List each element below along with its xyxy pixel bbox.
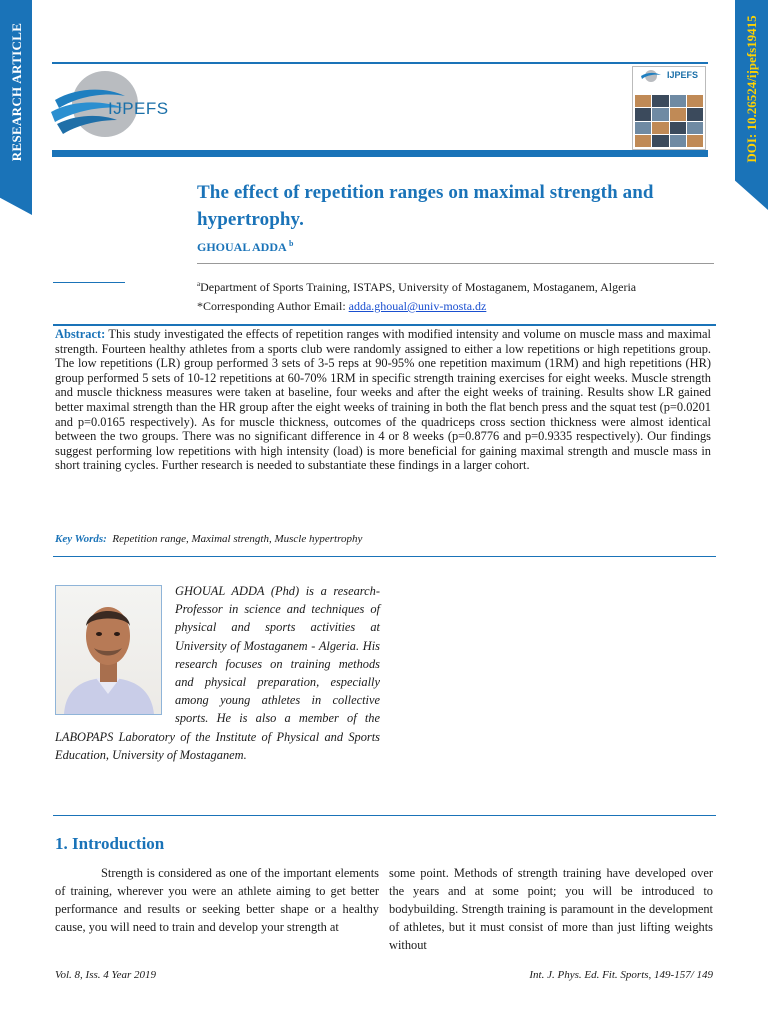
author-email-link[interactable]: adda.ghoual@univ-mosta.dz (348, 299, 487, 313)
header-top-rule (52, 62, 708, 64)
keywords-label: Key Words: (55, 533, 107, 545)
corresponding-email-line (197, 299, 486, 314)
author-divider (197, 263, 714, 264)
abstract-top-rule (53, 324, 716, 326)
affiliation (197, 280, 636, 295)
affiliation-superscript: a (197, 280, 201, 288)
article-title: The effect of repetition ranges on maximal strength and hypertrophy. (197, 182, 654, 230)
cover-title: IJPEFS (667, 70, 699, 80)
journal-cover-thumbnail (632, 66, 706, 150)
author-biography (55, 582, 380, 764)
bio-float-spacer (55, 582, 175, 717)
footer-volume: Vol. 8, Iss. 4 Year 2019 (55, 969, 157, 981)
affiliation-text: Department of Sports Training, ISTAPS, University of Mostaganem, Mostaganem, Algeria (200, 280, 637, 294)
cover-logo-icon (639, 69, 663, 83)
abstract-text: This study investigated the effects of repetition ranges with modified intensity and volume on muscle mass and maximal strength. Fourteen healthy athletes from a sports club were randomly assigned to either a low repetitions or high repetitions group. The low repetitions (LR) group performed 3 sets of 3-5 reps at 90-95% one repetition maximum (1RM) and high repetitions (HR) group performed 5 sets of 10-12 repetitions at 60-70% 1RM in specific strength training exercises for eight weeks. Muscle strength and muscle thickness measures were taken at baseline, four weeks and after the eight weeks of training. Results show LR gained better maximal strength than the HR group after the eight weeks of training in both the flat bench press and the squat test (p=0.0201 and p=0.0165 respectively). As for muscle thickness, outcomes of the quadriceps cross section thickness were almost identical between the two groups. There was no significant difference in 4 or 8 weeks (p=0.8776 and p=0.9335 respectively). Our findings suggest performing low repetitions with high intensity (load) is more beneficial for gaining maximal strength and muscle mass in short training cycles. Further research is needed to substantiate these findings in a larger cohort. (55, 327, 711, 473)
corresponding-prefix: *Corresponding Author Email: (197, 299, 349, 313)
keywords-text: Repetition range, Maximal strength, Muscle hypertrophy (112, 533, 363, 545)
abstract-bottom-rule (53, 556, 716, 557)
author-biography-text: GHOUAL ADDA (Phd) is a research-Professor in science and techniques of physical and sports activities at University of Mostaganem - Algeria. His research focuses on training methods and physical preparation, especially among young athletes in collective sports. He is also a member of the LABOPAPS Laboratory of the Institute of Physical and Sports Education, University of Mostaganem. (55, 584, 380, 762)
author-name (197, 239, 293, 255)
author-name-text: GHOUAL ADDA (197, 240, 287, 254)
journal-logo-text: IJPEFS (108, 99, 169, 118)
abstract (55, 327, 711, 473)
introduction-column-left: Strength is considered as one of the important elements of training, wherever you were an athlete aiming to get better performance and results or seeking better shape or a healthy cause, you will need to train and develop your strength at (55, 866, 379, 934)
header-bottom-rule (52, 150, 708, 157)
left-accent-rule (53, 282, 125, 283)
abstract-label: Abstract: (55, 327, 106, 341)
footer-citation: Int. J. Phys. Ed. Fit. Sports, 149-157/ 149 (529, 969, 713, 981)
author-superscript: b (289, 239, 294, 248)
introduction-heading: 1. Introduction (55, 834, 165, 853)
keywords (55, 533, 362, 545)
introduction-column-right: some point. Methods of strength training have developed over the years and at some point; you will be introduced to bodybuilding. Strength training is paramount in the development of athletes, but it must consist of more than just lifting weights without (389, 866, 713, 952)
cover-photo-grid (635, 95, 703, 147)
research-article-label: RESEARCH ARTICLE (9, 22, 24, 162)
introduction-rule (53, 815, 716, 816)
doi-label[interactable]: DOI: 10.26524/ijpefs19415 (744, 15, 759, 163)
